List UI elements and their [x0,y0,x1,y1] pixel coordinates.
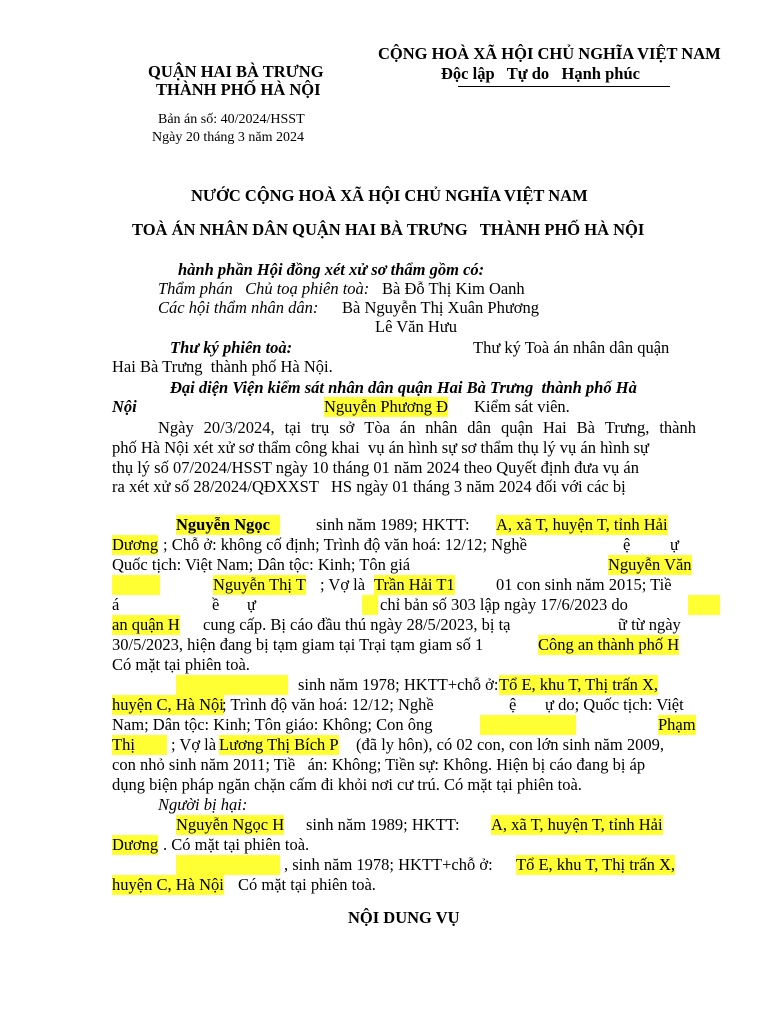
defendant-1-wife: Trần Hải T1 [374,575,455,594]
victim-2-name-redacted [176,855,280,875]
victim-1-birth: sinh năm 1989; HKTT: [306,815,460,834]
prosecutor-role: Kiểm sát viên. [474,397,570,416]
defendant-2-birth: sinh năm 1978; HKTT+chỗ ở: [298,675,499,694]
victim-1-address: A, xã T, huyện T, tỉnh Hải [491,815,663,834]
clerk-text-1: Thư ký Toà án nhân dân quận [473,338,670,357]
defendant-1-birth: sinh năm 1989; HKTT: [316,515,470,534]
case-number: Bản án số: 40/2024/HSST [158,112,305,127]
juror-1: Bà Nguyễn Thị Xuân Phương [342,298,540,317]
defendant-1-detention: 30/5/2023, hiện đang bị tạm giam tại Trại tạm giam số 1 [112,635,484,654]
judge-label: Thẩm phán Chủ toạ phiên toà: [158,279,370,298]
intro-line-4: ra xét xử số 28/2024/QĐXXST HS ngày 01 tháng 3 năm 2024 đối với các bị [112,477,626,496]
clerk-label: Thư ký phiên toà: [170,338,293,357]
intro-line-2: phố Hà Nội xét xử sơ thẩm công khai vụ án hình sự sơ thẩm thụ lý vụ án hình sự [112,438,649,457]
defendant-1-fragment: ự [670,535,679,554]
defendant-2-mother-2: Thị [112,735,167,755]
defendant-2-education: ; Trình độ văn hoá: 12/12; Nghề [222,695,434,714]
defendant-2-record: con nhỏ sinh năm 2011; Tiề án: Không; Tiền sự: Không. Hiện bị cáo đang bị áp [112,755,646,774]
header-city: THÀNH PHỐ HÀ NỘI [156,80,321,99]
procuracy-label: Đại diện Viện kiểm sát nhân dân quận Hai Bà Trưng thành phố Hà [170,378,637,397]
header-district: QUẬN HAI BÀ TRƯNG [148,62,324,81]
motto-underline [458,86,670,87]
defendant-2-wife-label: ; Vợ là [171,735,217,754]
defendant-1-mother: Nguyễn Thị T [213,575,306,594]
defendant-1-nationality: Quốc tịch: Việt Nam; Dân tộc: Kinh; Tôn giá [112,555,411,574]
defendant-1-fragment: ữ từ ngày [618,615,681,634]
defendant-2-ethnicity: Nam; Dân tộc: Kinh; Tôn giáo: Không; Con ông [112,715,433,734]
victim-2-address: Tổ E, khu T, Thị trấn X, [516,855,676,874]
defendant-1-children: 01 con sinh năm 2015; Tiề [496,575,672,594]
victim-2-address-2: huyện C, Hà Nội [112,875,224,894]
defendant-2-address: Tổ E, khu T, Thị trấn X, [499,675,659,694]
defendant-1-residence: ; Chỗ ở: không cố định; Trình độ văn hoá: 12/12; Nghề [163,535,527,554]
defendant-1-fragment: á [112,595,120,614]
redaction-box [688,595,720,615]
defendant-2-address-2: huyện C, Hà Nội [112,695,224,714]
intro-line-3: thụ lý số 07/2024/HSST ngày 10 tháng 01 năm 2024 theo Quyết định đưa vụ án [112,458,639,477]
court-title: TOÀ ÁN NHÂN DÂN QUẬN HAI BÀ TRƯNG THÀNH PHỐ HÀ NỘI [132,220,645,239]
defendant-1-wife-label: ; Vợ là [320,575,366,594]
victim-2-birth: , sinh năm 1978; HKTT+chỗ ở: [284,855,493,874]
panel-heading: hành phần Hội đồng xét xử sơ thẩm gồm có: [178,260,485,279]
defendant-2-father-redacted [480,715,576,735]
republic-title: CỘNG HOÀ XÃ HỘI CHỦ NGHĨA VIỆT NAM [378,44,721,63]
defendant-1-fragment: ề [212,595,220,614]
defendant-1-address-2: Dương [112,535,159,554]
defendant-2-nationality: ự do; Quốc tịch: Việt [545,695,684,714]
victims-label: Người bị hại: [158,795,248,814]
victim-1-address-2: Dương [112,835,159,854]
procuracy-label-2: Nội [112,397,137,416]
defendant-1-present: Có mặt tại phiên toà. [112,655,250,674]
clerk-text-2: Hai Bà Trưng thành phố Hà Nội. [112,357,333,376]
jurors-label: Các hội thẩm nhân dân: [158,298,319,317]
defendant-2-wife: Lương Thị Bích P [219,735,339,754]
section-heading: NỘI DUNG VỤ [348,908,460,927]
intro-line-1: Ngày 20/3/2024, tại trụ sở Tòa án nhân dân quận Hai Bà Trưng, thành [158,418,696,437]
case-date: Ngày 20 tháng 3 năm 2024 [152,130,305,145]
defendant-1-fragment: ự [247,595,256,614]
defendant-2-fragment: ệ [509,695,517,714]
nation-title: NƯỚC CỘNG HOÀ XÃ HỘI CHỦ NGHĨA VIỆT NAM [191,186,588,205]
defendant-1-org: an quận H [112,615,180,634]
defendant-1-name: Nguyễn Ngọc [176,515,280,535]
defendant-1-father: Nguyễn Văn [608,555,692,574]
defendant-1-fragment: ệ [623,535,631,554]
motto: Độc lập Tự do Hạnh phúc [441,64,640,83]
victim-2-present: Có mặt tại phiên toà. [238,875,376,894]
redaction-box [362,595,378,615]
juror-2: Lê Văn Hưu [375,317,457,336]
defendant-1-address: A, xã T, huyện T, tỉnh Hải [496,515,668,534]
defendant-2-mother: Phạm [658,715,696,734]
victim-1-name: Nguyễn Ngọc H [176,815,285,834]
victim-1-present: . Có mặt tại phiên toà. [163,835,310,854]
redaction-box [112,575,160,595]
judge-name: Bà Đỗ Thị Kim Oanh [382,279,525,298]
prosecutor-name: Nguyễn Phương Đ [324,397,448,416]
defendant-2-name-redacted [176,675,288,695]
defendant-1-record: chỉ bản số 303 lập ngày 17/6/2023 do [380,595,628,614]
defendant-1-police: Công an thành phố H [538,635,680,654]
defendant-1-surrender: cung cấp. Bị cáo đầu thú ngày 28/5/2023, bị tạ [203,615,511,634]
defendant-2-measure: dụng biện pháp ngăn chặn cấm đi khỏi nơi cư trú. Có mặt tại phiên toà. [112,775,582,794]
defendant-2-children: (đã ly hôn), có 02 con, con lớn sinh năm 2009, [356,735,664,754]
